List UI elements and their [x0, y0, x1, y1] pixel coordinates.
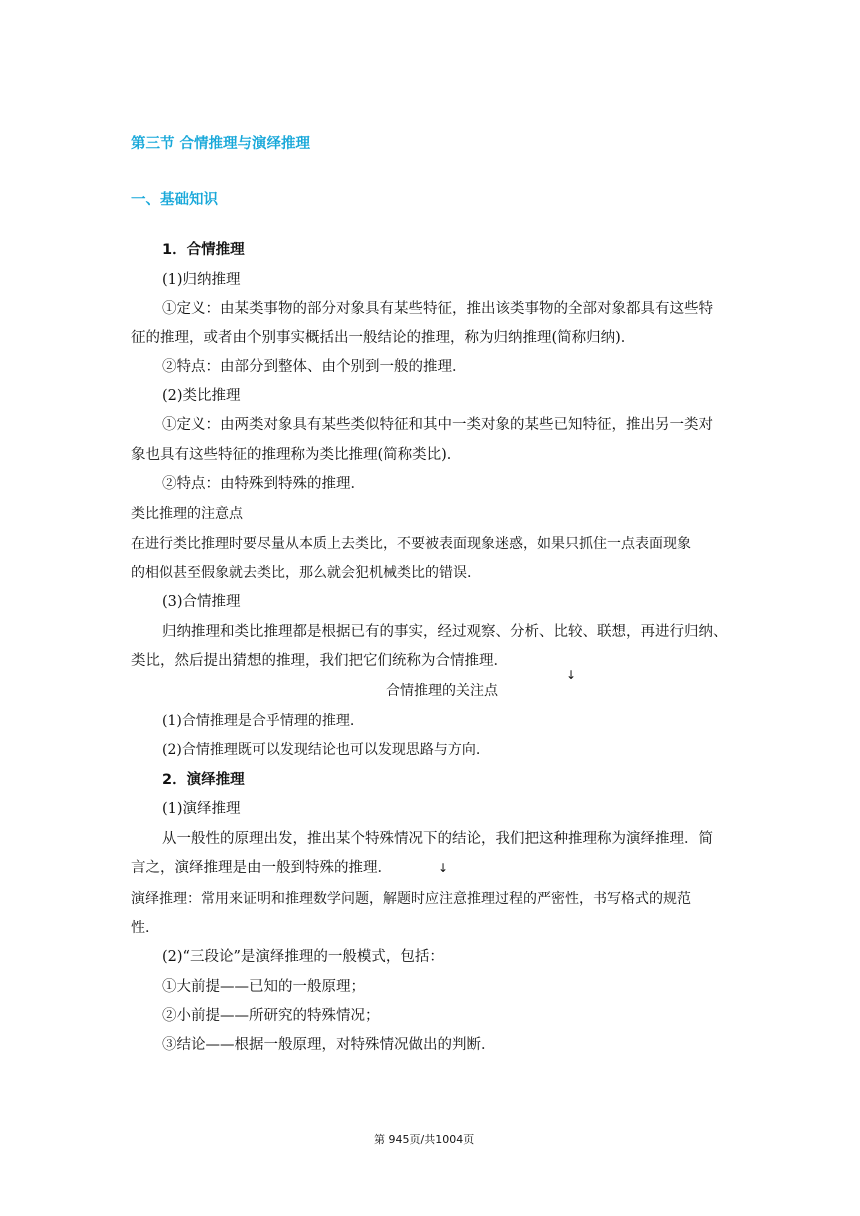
list-item: ②小前提——所研究的特殊情况； — [162, 1008, 380, 1024]
paragraph-line: ②特点：由部分到整体、由个别到一般的推理． — [162, 359, 467, 375]
paragraph-line: ①定义：由某类事物的部分对象具有某些特征，推出该类事物的全部对象都具有这些特 — [162, 301, 713, 317]
paragraph-line: 征的推理，或者由个别事实概括出一般结论的推理，称为归纳推理(简称归纳)． — [131, 330, 636, 346]
paragraph-line: 类比，然后提出猜想的推理，我们把它们统称为合情推理． — [131, 653, 508, 669]
note-line: (2)合情推理既可以发现结论也可以发现思路与方向. — [162, 742, 481, 758]
page-number: 第 945页/共1004页 — [374, 1133, 475, 1146]
list-item: ①大前提——已知的一般原理； — [162, 979, 365, 995]
subheading-syllogism: (2)“三段论”是演绎推理的一般模式，包括： — [162, 949, 444, 965]
subheading-deduction: (1)演绎推理 — [162, 801, 241, 817]
subheading-analogy: (2)类比推理 — [162, 388, 241, 404]
paragraph-line: 从一般性的原理出发，推出某个特殊情况下的结论，我们把这种推理称为演绎推理．简 — [162, 831, 713, 847]
down-arrow-icon: ↓ — [566, 668, 577, 682]
paragraph-line: 象也具有这些特征的推理称为类比推理(简称类比)． — [131, 447, 462, 463]
note-line: 性. — [131, 920, 150, 936]
down-arrow-icon: ↓ — [438, 861, 449, 875]
note-line: (1)合情推理是合乎情理的推理. — [162, 713, 355, 729]
list-item: ③结论——根据一般原理，对特殊情况做出的判断． — [162, 1037, 496, 1053]
note-line: 的相似甚至假象就去类比，那么就会犯机械类比的错误. — [131, 565, 472, 581]
paragraph-line: 言之，演绎推理是由一般到特殊的推理． — [131, 860, 392, 876]
note-line: 演绎推理：常用来证明和推理数学问题，解题时应注意推理过程的严密性，书写格式的规范 — [131, 891, 691, 907]
heading-deductive: 2．演绎推理 — [162, 772, 245, 788]
subheading-plausible: (3)合情推理 — [162, 594, 241, 610]
note-title: 类比推理的注意点 — [131, 506, 243, 522]
note-line: 在进行类比推理时要尽量从本质上去类比，不要被表面现象迷惑，如果只抓住一点表面现象 — [131, 536, 691, 552]
paragraph-line: ②特点：由特殊到特殊的推理． — [162, 476, 365, 492]
paragraph-line: 归纳推理和类比推理都是根据已有的事实，经过观察、分析、比较、联想，再进行归纳、 — [162, 624, 728, 640]
part-heading: 一、基础知识 — [131, 192, 218, 208]
note-title: 合情推理的关注点 — [386, 683, 498, 699]
subheading-induction: (1)归纳推理 — [162, 272, 241, 288]
heading-inductive-plausible: 1．合情推理 — [162, 242, 245, 258]
section-title: 第三节 合情推理与演绎推理 — [131, 136, 311, 152]
paragraph-line: ①定义：由两类对象具有某些类似特征和其中一类对象的某些已知特征，推出另一类对 — [162, 417, 713, 433]
